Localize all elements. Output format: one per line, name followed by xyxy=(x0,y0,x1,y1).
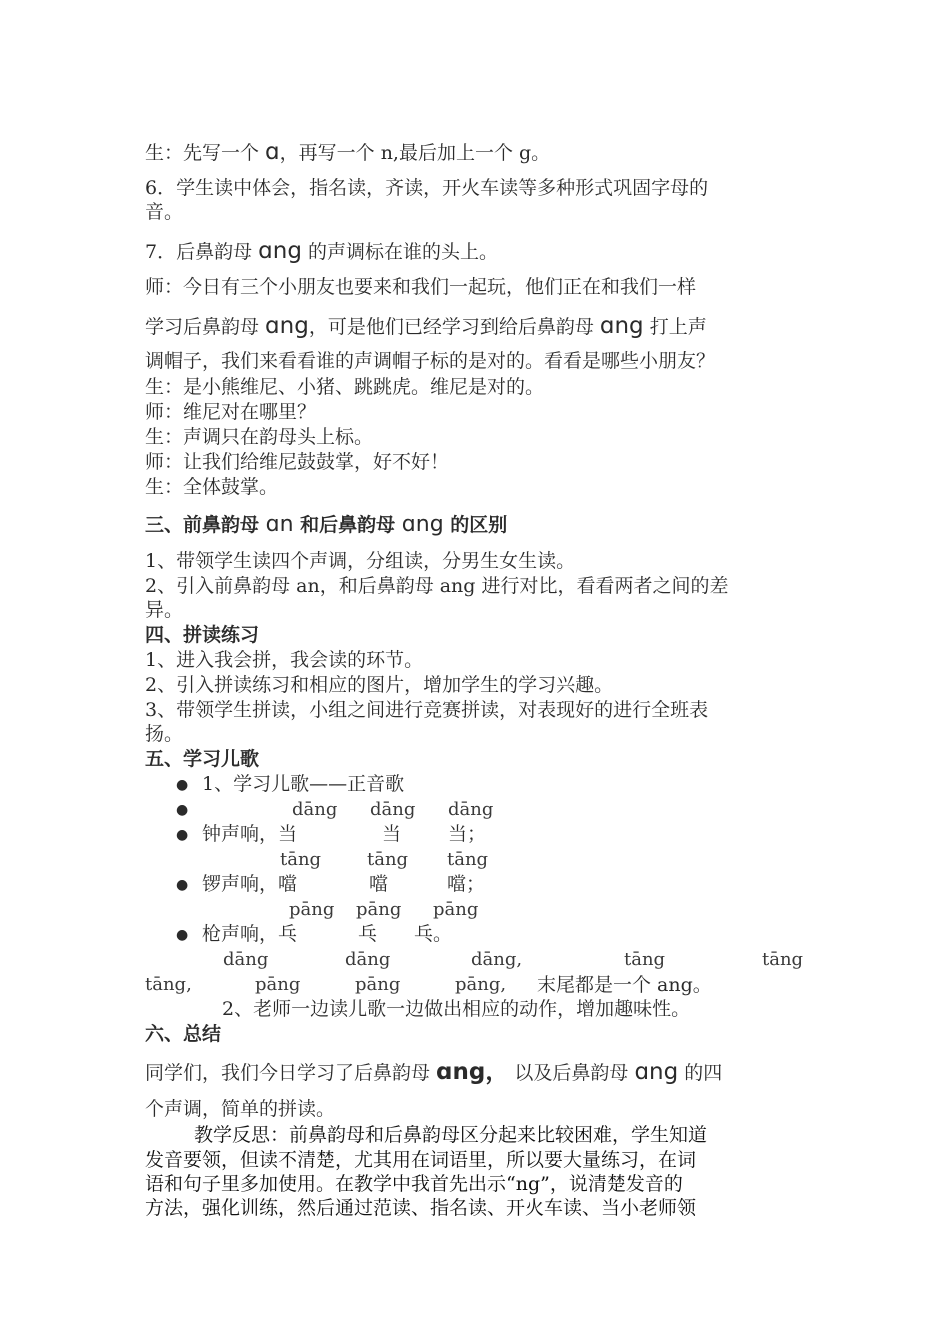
text-line: 2、引入前鼻韵母 an，和后鼻韵母 ang 进行对比，看看两者之间的差 xyxy=(145,575,729,597)
list-item: 噹 xyxy=(369,873,389,895)
list-item: 钟声响，当 xyxy=(202,823,298,845)
text-line: 生：声调只在韵母头上标。 xyxy=(145,426,374,448)
list-item: 当； xyxy=(448,823,487,845)
section-heading: 四、拼读练习 xyxy=(145,624,260,646)
text-line: 方法，强化训练，然后通过范读、指名读、开火车读、当小老师领 xyxy=(145,1197,697,1219)
text-line: 1、带领学生读四个声调，分组读，分男生女生读。 xyxy=(145,550,576,572)
text-line: 生：是小熊维尼、小猪、跳跳虎。维尼是对的。 xyxy=(145,376,545,398)
text-line: 个声调，简单的拼读。 xyxy=(145,1098,336,1120)
text-line: 3、带领学生拼读，小组之间进行竞赛拼读，对表现好的进行全班表 xyxy=(145,699,709,721)
pinyin: tāng, xyxy=(145,974,192,995)
list-item: 枪声响，乓 xyxy=(202,923,298,945)
list-item: 乓。 xyxy=(414,923,453,945)
pinyin: pāng, xyxy=(455,974,507,995)
text-line: 语和句子里多加使用。在教学中我首先出示“ng”，说清楚发音的 xyxy=(145,1173,683,1195)
list-item: 当 xyxy=(382,823,402,845)
pinyin: dāng xyxy=(345,949,391,970)
text-line: 异。 xyxy=(145,599,184,621)
bullet-icon: ● xyxy=(176,802,189,818)
pinyin: dāng xyxy=(370,799,416,820)
text-line: 师：今日有三个小朋友也要来和我们一起玩，他们正在和我们一样 xyxy=(145,276,697,298)
text-line: 生：全体鼓掌。 xyxy=(145,476,279,498)
pinyin: dāng xyxy=(292,799,338,820)
pinyin: tāng xyxy=(447,849,489,870)
text-line: 学习后鼻韵母 ɑng，可是他们已经学习到给后鼻韵母 ɑng 打上声 xyxy=(145,313,707,339)
pinyin: dāng xyxy=(448,799,494,820)
text-line: 1、进入我会拼，我会读的环节。 xyxy=(145,649,424,671)
list-item: 乓 xyxy=(358,923,378,945)
text-line: 末尾都是一个 ang。 xyxy=(537,974,712,996)
section-heading: 六、总结 xyxy=(145,1023,222,1045)
list-item: 噹； xyxy=(447,873,486,895)
section-heading: 三、前鼻韵母 ɑn 和后鼻韵母 ɑng 的区别 xyxy=(145,512,508,537)
pinyin: tāng xyxy=(280,849,322,870)
text-line: 师：让我们给维尼鼓鼓掌，好不好！ xyxy=(145,451,450,473)
text-line: 同学们，我们今日学习了后鼻韵母 ɑng， 以及后鼻韵母 ɑng 的四 xyxy=(145,1059,723,1085)
pinyin: pāng xyxy=(356,899,402,920)
pinyin: tāng xyxy=(367,849,409,870)
text-line: 生：先写一个 ɑ，再写一个 n,最后加上一个 g。 xyxy=(145,139,551,165)
text-line: 发音要领，但读不清楚，尤其用在词语里，所以要大量练习，在词 xyxy=(145,1149,697,1171)
pinyin: pāng xyxy=(289,899,335,920)
bullet-icon: ● xyxy=(176,877,189,893)
text-line: 调帽子，我们来看看谁的声调帽子标的是对的。看看是哪些小朋友？ xyxy=(145,350,716,372)
pinyin: pāng xyxy=(255,974,301,995)
pinyin: tāng xyxy=(624,949,666,970)
pinyin: pāng xyxy=(433,899,479,920)
text-line: 2、引入拼读练习和相应的图片，增加学生的学习兴趣。 xyxy=(145,674,614,696)
text-line: 扬。 xyxy=(145,723,184,745)
list-item: 锣声响，噹 xyxy=(202,873,298,895)
pinyin: dāng xyxy=(223,949,269,970)
text-line: 师：维尼对在哪里？ xyxy=(145,401,317,423)
list-item: 1、学习儿歌——正音歌 xyxy=(202,773,405,795)
text-line: 教学反思：前鼻韵母和后鼻韵母区分起来比较困难，学生知道 xyxy=(194,1124,708,1146)
section-heading: 五、学习儿歌 xyxy=(145,748,260,770)
text-line: 7．后鼻韵母 ɑng 的声调标在谁的头上。 xyxy=(145,238,498,264)
bullet-icon: ● xyxy=(176,827,189,843)
pinyin: dāng, xyxy=(471,949,523,970)
pinyin: pāng xyxy=(355,974,401,995)
bullet-icon: ● xyxy=(176,927,189,943)
text-line: 2、老师一边读儿歌一边做出相应的动作，增加趣味性。 xyxy=(222,998,691,1020)
text-line: 音。 xyxy=(145,201,184,223)
pinyin: tāng xyxy=(762,949,804,970)
text-line: 6．学生读中体会，指名读，齐读，开火车读等多种形式巩固字母的 xyxy=(145,177,709,199)
bullet-icon: ● xyxy=(176,777,189,793)
